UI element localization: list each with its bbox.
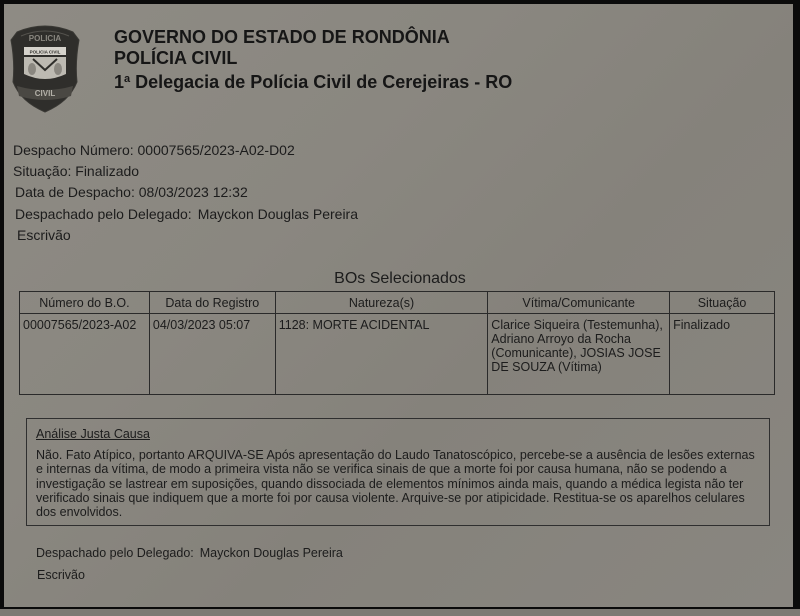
despacho-numero	[13, 142, 295, 158]
bos-table-header-row	[20, 292, 775, 314]
column-header-data: Data do Registro	[149, 292, 275, 314]
despacho-delegado-value: Mayckon Douglas Pereira	[197, 206, 358, 222]
analise-title: Análise Justa Causa	[36, 427, 150, 441]
bos-table	[19, 291, 775, 395]
column-header-situacao: Situação	[670, 292, 775, 314]
header-police: POLÍCIA CIVIL	[114, 48, 238, 68]
footer-escrivao: Escrivão	[37, 568, 85, 582]
badge-top-text: POLICIA	[28, 34, 62, 43]
footer-delegado	[36, 546, 343, 560]
header-delegacia-ordinal: a	[124, 73, 131, 85]
column-header-vitima: Vítima/Comunicante	[488, 292, 670, 314]
bos-table-title: BOs Selecionados	[334, 270, 466, 287]
header-delegacia-number: 1	[114, 72, 125, 92]
despacho-delegado	[15, 206, 358, 222]
table-row	[20, 314, 775, 395]
analise-text: Não. Fato Atípico, portanto ARQUIVA-SE Após apresentação do Laudo Tanatoscópico, percebe-se a ausência de lesões externas e internas da vítima, de modo a primeira vista não se verifica sinais de que a morte foi por causa humana, não se podendo a investigação se lastrear em suposições, quando dissociada de elementos mínimos ainda mais, quando a médica legista não ter verificado sinais que indiquem que a morte foi por causa violente. Arquive-se por atipicidade. Restitua-se os aparelhos celulares dos envolvidos.	[36, 448, 755, 520]
header-delegacia	[114, 69, 512, 92]
cell-numero: 00007565/2023-A02	[20, 314, 150, 395]
header-government: GOVERNO DO ESTADO DE RONDÔNIA	[114, 27, 450, 47]
cell-situacao: Finalizado	[670, 314, 775, 395]
column-header-natureza: Natureza(s)	[275, 292, 488, 314]
badge-mid-text: POLICIA CIVIL	[29, 49, 61, 55]
analise-justa-causa-box	[26, 418, 770, 526]
cell-vitima: Clarice Siqueira (Testemunha), Adriano Arroyo da Rocha (Comunicante), JOSIAS JOSE DE SOUZA (Vítima)	[488, 314, 670, 395]
header-delegacia-name: Delegacia de Polícia Civil de Cerejeiras - RO	[130, 72, 513, 92]
despacho-situacao	[13, 163, 139, 179]
column-header-numero: Número do B.O.	[20, 292, 150, 314]
footer-delegado-label: Despachado pelo Delegado:	[36, 546, 194, 560]
despacho-numero-label: Despacho Número:	[13, 142, 134, 158]
cell-natureza: 1128: MORTE ACIDENTAL	[275, 314, 488, 395]
despacho-data-value: 08/03/2023 12:32	[138, 184, 248, 200]
despacho-data-label: Data de Despacho:	[15, 184, 135, 200]
despacho-data	[15, 184, 248, 200]
photo-bottom-strip	[0, 609, 800, 616]
footer-delegado-value: Mayckon Douglas Pereira	[199, 546, 343, 560]
policia-civil-badge-logo	[9, 22, 81, 114]
despacho-situacao-label: Situação:	[13, 163, 72, 179]
despacho-numero-value: 00007565/2023-A02-D02	[137, 142, 295, 158]
cell-data: 04/03/2023 05:07	[149, 314, 275, 395]
despacho-situacao-value: Finalizado	[75, 163, 140, 179]
badge-bottom-text: CIVIL	[34, 89, 56, 98]
despacho-delegado-label: Despachado pelo Delegado:	[15, 206, 192, 222]
despacho-escrivao: Escrivão	[17, 227, 71, 243]
